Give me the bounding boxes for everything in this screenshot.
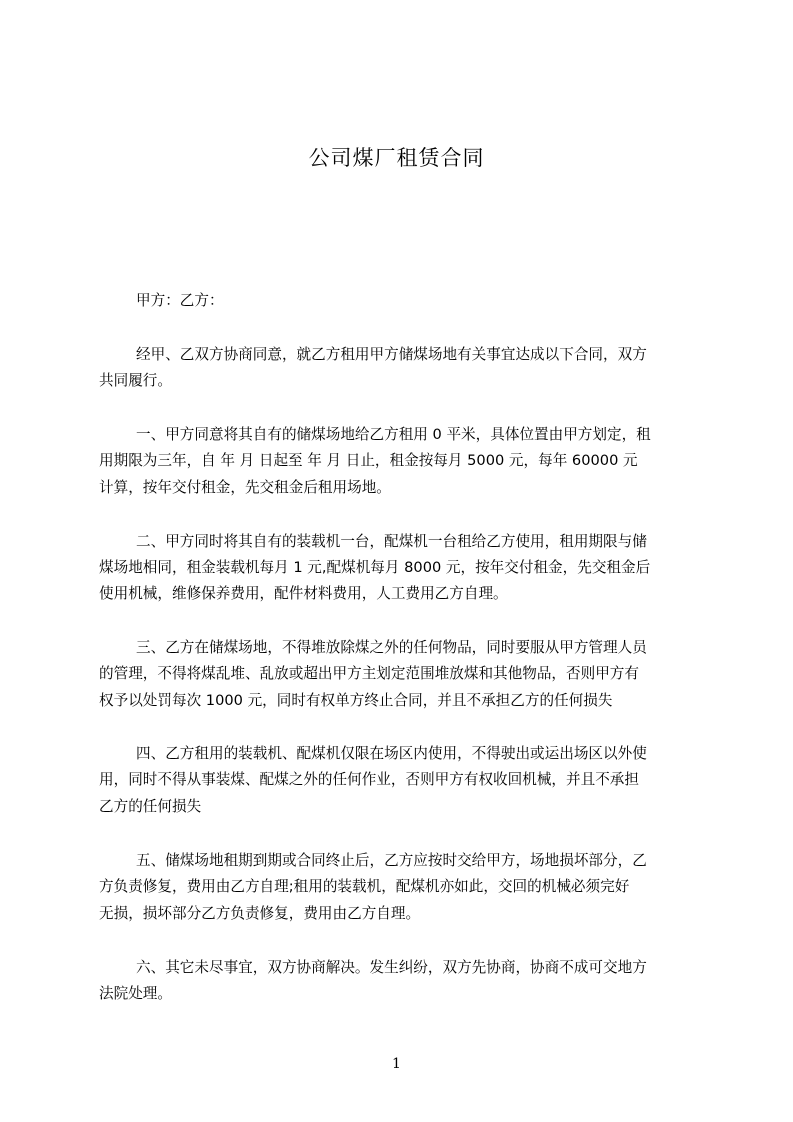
page-number: 1 — [392, 1056, 401, 1072]
paragraph-6-line-2: 方负责修复，费用由乙方自理;租用的装载机，配煤机亦如此，交回的机械必须完好 — [99, 878, 630, 895]
paragraph-2-line-3: 计算，按年交付租金，先交租金后租用场地。 — [99, 479, 391, 496]
paragraph-1-line-2: 共同履行。 — [99, 372, 172, 389]
paragraph-5-line-3: 乙方的任何损失 — [99, 798, 202, 815]
parties-line: 甲方：乙方： — [136, 292, 224, 309]
paragraph-4-line-1: 三、乙方在储煤场地，不得堆放除煤之外的任何物品，同时要服从甲方管理人员 — [136, 639, 647, 656]
paragraph-3-line-3: 使用机械，维修保养费用，配件材料费用，人工费用乙方自理。 — [99, 585, 508, 602]
paragraph-4-line-3: 权予以处罚每次 1000 元，同时有权单方终止合同，并且不承担乙方的任何损失 — [99, 692, 613, 709]
paragraph-6-line-1: 五、储煤场地租期到期或合同终止后，乙方应按时交给甲方，场地损坏部分，乙 — [136, 852, 647, 869]
paragraph-5-line-2: 用，同时不得从事装煤、配煤之外的任何作业，否则甲方有权收回机械，并且不承担 — [99, 771, 639, 788]
document-title: 公司煤厂租赁合同 — [308, 146, 485, 170]
paragraph-3-line-1: 二、甲方同时将其自有的装载机一台，配煤机一台租给乙方使用，租用期限与储 — [136, 533, 647, 550]
paragraph-2-line-2: 用期限为三年，自 年 月 日起至 年 月 日止，租金按每月 5000 元，每年 60000 元 — [99, 452, 638, 469]
paragraph-7-line-1: 六、其它未尽事宜，双方协商解决。发生纠纷，双方先协商，协商不成可交地方 — [136, 959, 647, 976]
paragraph-6-line-3: 无损，损坏部分乙方负责修复，费用由乙方自理。 — [99, 905, 421, 922]
paragraph-1-line-1: 经甲、乙双方协商同意，就乙方租用甲方储煤场地有关事宜达成以下合同，双方 — [136, 346, 647, 363]
paragraph-4-line-2: 的管理，不得将煤乱堆、乱放或超出甲方主划定范围堆放煤和其他物品，否则甲方有 — [99, 665, 639, 682]
paragraph-7-line-2: 法院处理。 — [99, 985, 172, 1002]
paragraph-5-line-1: 四、乙方租用的装载机、配煤机仅限在场区内使用，不得驶出或运出场区以外使 — [136, 745, 647, 762]
paragraph-3-line-2: 煤场地相同，租金装载机每月 1 元,配煤机每月 8000 元，按年交付租金，先交租金后 — [99, 559, 651, 576]
paragraph-2-line-1: 一、甲方同意将其自有的储煤场地给乙方租用 0 平米，具体位置由甲方划定，租 — [136, 426, 651, 443]
